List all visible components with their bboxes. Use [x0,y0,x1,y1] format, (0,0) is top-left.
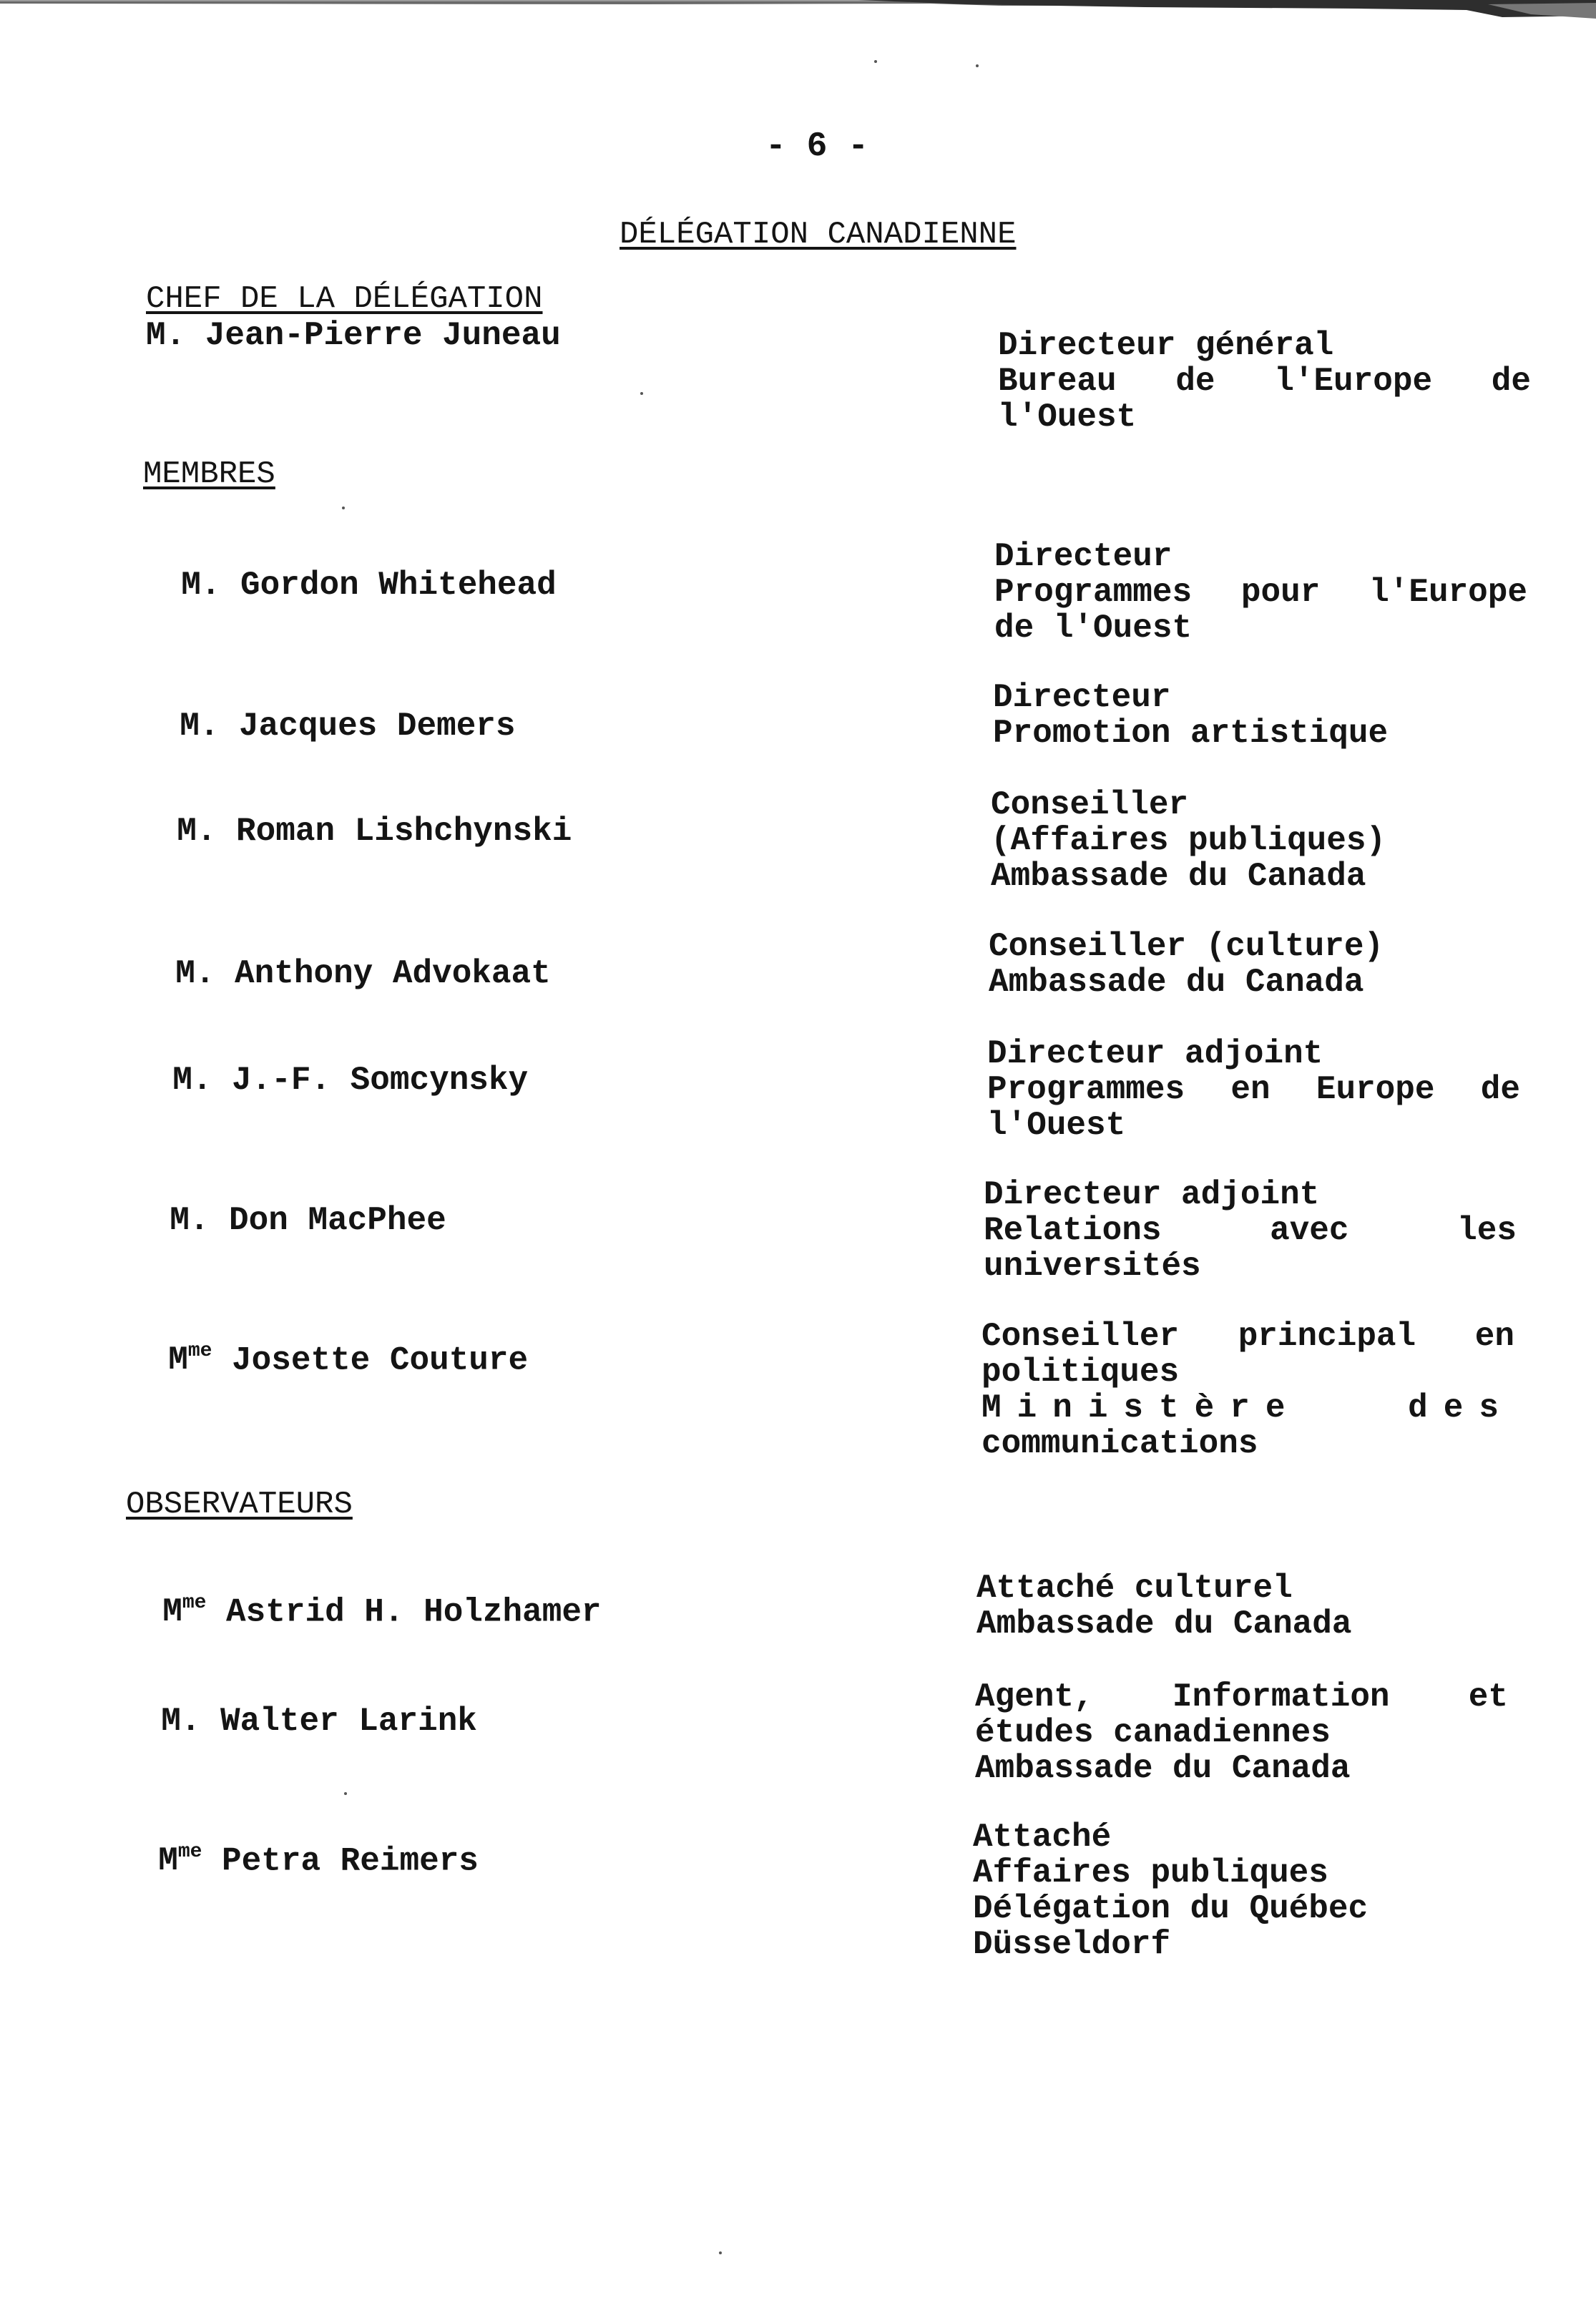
role-line: Attaché [973,1819,1112,1856]
role-line: Directeur général [998,327,1334,364]
role-line: Attaché culturel [976,1570,1293,1607]
scan-top-edge [0,0,1596,19]
person-name: Josette Couture [232,1341,529,1379]
section-heading-observateurs: OBSERVATEURS [126,1487,353,1522]
role-line: Affaires publiques [973,1854,1328,1892]
delegate-name [130,1165,446,1239]
scan-speck [976,64,979,67]
role-line: Conseiller [991,786,1189,823]
scan-speck [719,2251,722,2254]
role-line: études canadiennes [975,1714,1331,1751]
delegate-role [987,1036,1520,1143]
role-line: Ambassade du Canada [976,1605,1352,1643]
role-line: Directeur adjoint [984,1176,1320,1213]
role-line: l'Ouest [998,398,1137,436]
role-line: Ambassade du Canada [975,1750,1351,1787]
person-name: Roman Lishchynski [236,813,572,850]
delegate-name [129,1304,528,1379]
role-line: Programmes pour l'Europe [994,574,1527,611]
honorific: $M^{me}$ [168,1340,212,1379]
person-name: Astrid H. Holzhamer [226,1593,602,1631]
delegate-role [973,1819,1506,1962]
delegate-role [993,680,1526,751]
role-line: Programmes en Europe de [987,1071,1520,1108]
role-line: Promotion artistique [993,715,1389,752]
delegate-role [991,787,1524,894]
role-line: Conseiller principal en [981,1318,1514,1355]
role-line: Agent, Information et [975,1678,1508,1716]
honorific: $M^{me}$ [162,1592,207,1631]
person-name: Gordon Whitehead [240,567,557,604]
person-name: Jacques Demers [239,708,516,745]
delegate-name [122,1666,477,1740]
role-line: communications [981,1425,1258,1462]
honorific: M. [177,813,217,850]
delegate-name [140,670,516,745]
honorific: M. [170,1202,210,1239]
scan-speck [874,60,877,63]
delegate-name [137,776,572,850]
delegate-role [984,1177,1517,1284]
person-name: Anthony Advokaat [235,955,551,992]
role-line: Relations avec les [984,1212,1517,1249]
role-line: Bureau de l'Europe de [998,363,1531,400]
honorific: $M^{me}$ [158,1841,202,1880]
person-name: Walter Larink [220,1703,477,1740]
role-line: Düsseldorf [973,1926,1171,1963]
delegate-role [976,1570,1509,1642]
delegate-role-chef [998,328,1531,435]
role-line: Ministère des [981,1389,1514,1427]
role-line: Délégation du Québec [973,1890,1369,1927]
document-title: DÉLÉGATION CANADIENNE [620,217,1017,253]
role-line: politiques [981,1354,1180,1391]
delegate-name [136,918,551,992]
role-line: de l'Ouest [994,610,1193,647]
role-line: (Affaires publiques) [991,822,1386,859]
delegate-name [142,529,557,604]
role-line: l'Ouest [987,1107,1126,1144]
honorific: M. [175,955,215,992]
section-heading-chef: CHEF DE LA DÉLÉGATION [146,281,543,317]
delegate-role [994,539,1527,646]
person-name: Petra Reimers [222,1842,479,1880]
delegate-role [981,1319,1514,1462]
role-line: Ambassade du Canada [991,858,1366,895]
honorific: M. [180,708,220,745]
role-line: Directeur [993,679,1171,716]
delegate-name [133,1024,528,1099]
role-line: Ambassade du Canada [989,964,1364,1001]
honorific: M. [181,567,221,604]
delegate-role [975,1679,1508,1786]
role-line: Directeur [994,538,1172,575]
role-line: Conseiller (culture) [989,928,1384,965]
page-number: - 6 - [765,127,869,166]
delegate-name [123,1556,602,1630]
scan-speck [342,507,345,509]
role-line: Directeur adjoint [987,1035,1323,1072]
honorific: M. [172,1062,212,1099]
delegate-role [989,929,1522,1000]
delegate-name [119,1805,479,1879]
scan-speck [640,392,643,395]
role-line: universités [984,1248,1201,1285]
section-heading-membres: MEMBRES [143,456,275,492]
delegate-name-chef: M. Jean-Pierre Juneau [146,317,561,354]
person-name: Don MacPhee [229,1202,446,1239]
person-name: J.-F. Somcynsky [232,1062,529,1099]
scan-speck [344,1792,347,1795]
honorific: M. [161,1703,201,1740]
